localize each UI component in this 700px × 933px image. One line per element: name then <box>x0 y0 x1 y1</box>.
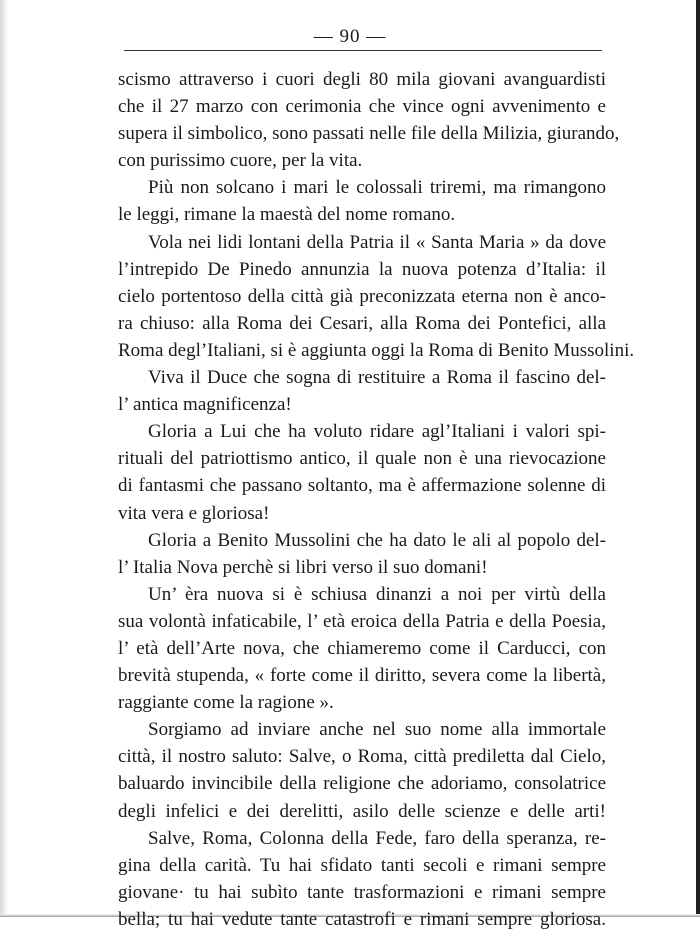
text-line: che il 27 marzo con cerimonia che vince ogni avvenimento e <box>118 96 606 118</box>
text-line: scismo attraverso i cuori degli 80 mila giovani avanguardisti <box>118 69 606 90</box>
text-line: Gloria a Lui che ha voluto ridare agl’Italiani i valori spi- <box>148 421 606 443</box>
text-line: Salve, Roma, Colonna della Fede, faro della speranza, re- <box>148 827 606 849</box>
text-line: rituali del patriottismo antico, il quale non è una rievocazione <box>118 448 606 470</box>
text-line: di fantasmi che passano soltanto, ma è affermazione solenne di <box>118 475 606 497</box>
text-line: vita vera e gloriosa! <box>118 502 270 524</box>
header-rule <box>124 50 602 51</box>
page-right-edge-border <box>696 0 700 917</box>
text-line: gina della carità. Tu hai sfidato tanti secoli e rimani sempre <box>118 854 606 876</box>
text-line: sua volontà infaticabile, l’ età eroica della Patria e della Poesia, <box>118 610 606 632</box>
text-line: giovane· tu hai subìto tante trasformazioni e rimani sempre <box>118 881 606 903</box>
text-line: l’intrepido De Pinedo annunzia la nuova potenza d’Italia: il <box>118 258 606 280</box>
text-line: Vola nei lidi lontani della Patria il « Santa Maria » da dove <box>148 231 606 253</box>
text-line: l’ età dell’Arte nova, che chiameremo come il Carducci, con <box>118 637 606 659</box>
text-line: cielo portentoso della città già preconizzata eterna non è anco- <box>118 285 606 307</box>
text-line: bella; tu hai vedute tante catastrofi e rimani sempre gloriosa. <box>118 908 606 930</box>
text-line: supera il simbolico, sono passati nelle file della Milizia, giurando, <box>118 123 620 145</box>
text-line: città, il nostro saluto: Salve, o Roma, città prediletta dal Cielo, <box>118 746 606 768</box>
text-line: baluardo invincibile della religione che adoriamo, consolatrice <box>118 773 606 795</box>
text-line: l’ antica magnificenza! <box>118 394 292 416</box>
text-line: Più non solcano i mari le colossali triremi, ma rimangono <box>148 177 606 199</box>
text-line: le leggi, rimane la maestà del nome romano. <box>118 204 456 226</box>
page-number: — 90 — <box>313 26 387 47</box>
text-line: Sorgiamo ad inviare anche nel suo nome alla immortale <box>148 719 606 741</box>
text-line: Roma degl’Italiani, si è aggiunta oggi la Roma di Benito Mussolini. <box>118 339 635 361</box>
text-line: degli infelici e dei derelitti, asilo delle scienze e delle arti! <box>118 800 606 822</box>
text-line: ra chiuso: alla Roma dei Cesari, alla Roma dei Pontefici, alla <box>118 312 606 334</box>
text-line: Un’ èra nuova si è schiusa dinanzi a noi per virtù della <box>148 583 606 605</box>
text-line: Gloria a Benito Mussolini che ha dato le ali al popolo del- <box>148 529 606 551</box>
text-line: Viva il Duce che sogna di restituire a Roma il fascino del- <box>148 367 606 389</box>
text-line: brevità stupenda, « forte come il diritto, severa come la libertà, <box>118 665 606 687</box>
page-left-edge-shadow <box>0 0 8 917</box>
text-line: raggiante come la ragione ». <box>118 692 334 714</box>
text-line: con purissimo cuore, per la vita. <box>118 150 363 172</box>
text-line: l’ Italia Nova perchè si libri verso il suo domani! <box>118 556 488 578</box>
body-text <box>118 66 635 933</box>
